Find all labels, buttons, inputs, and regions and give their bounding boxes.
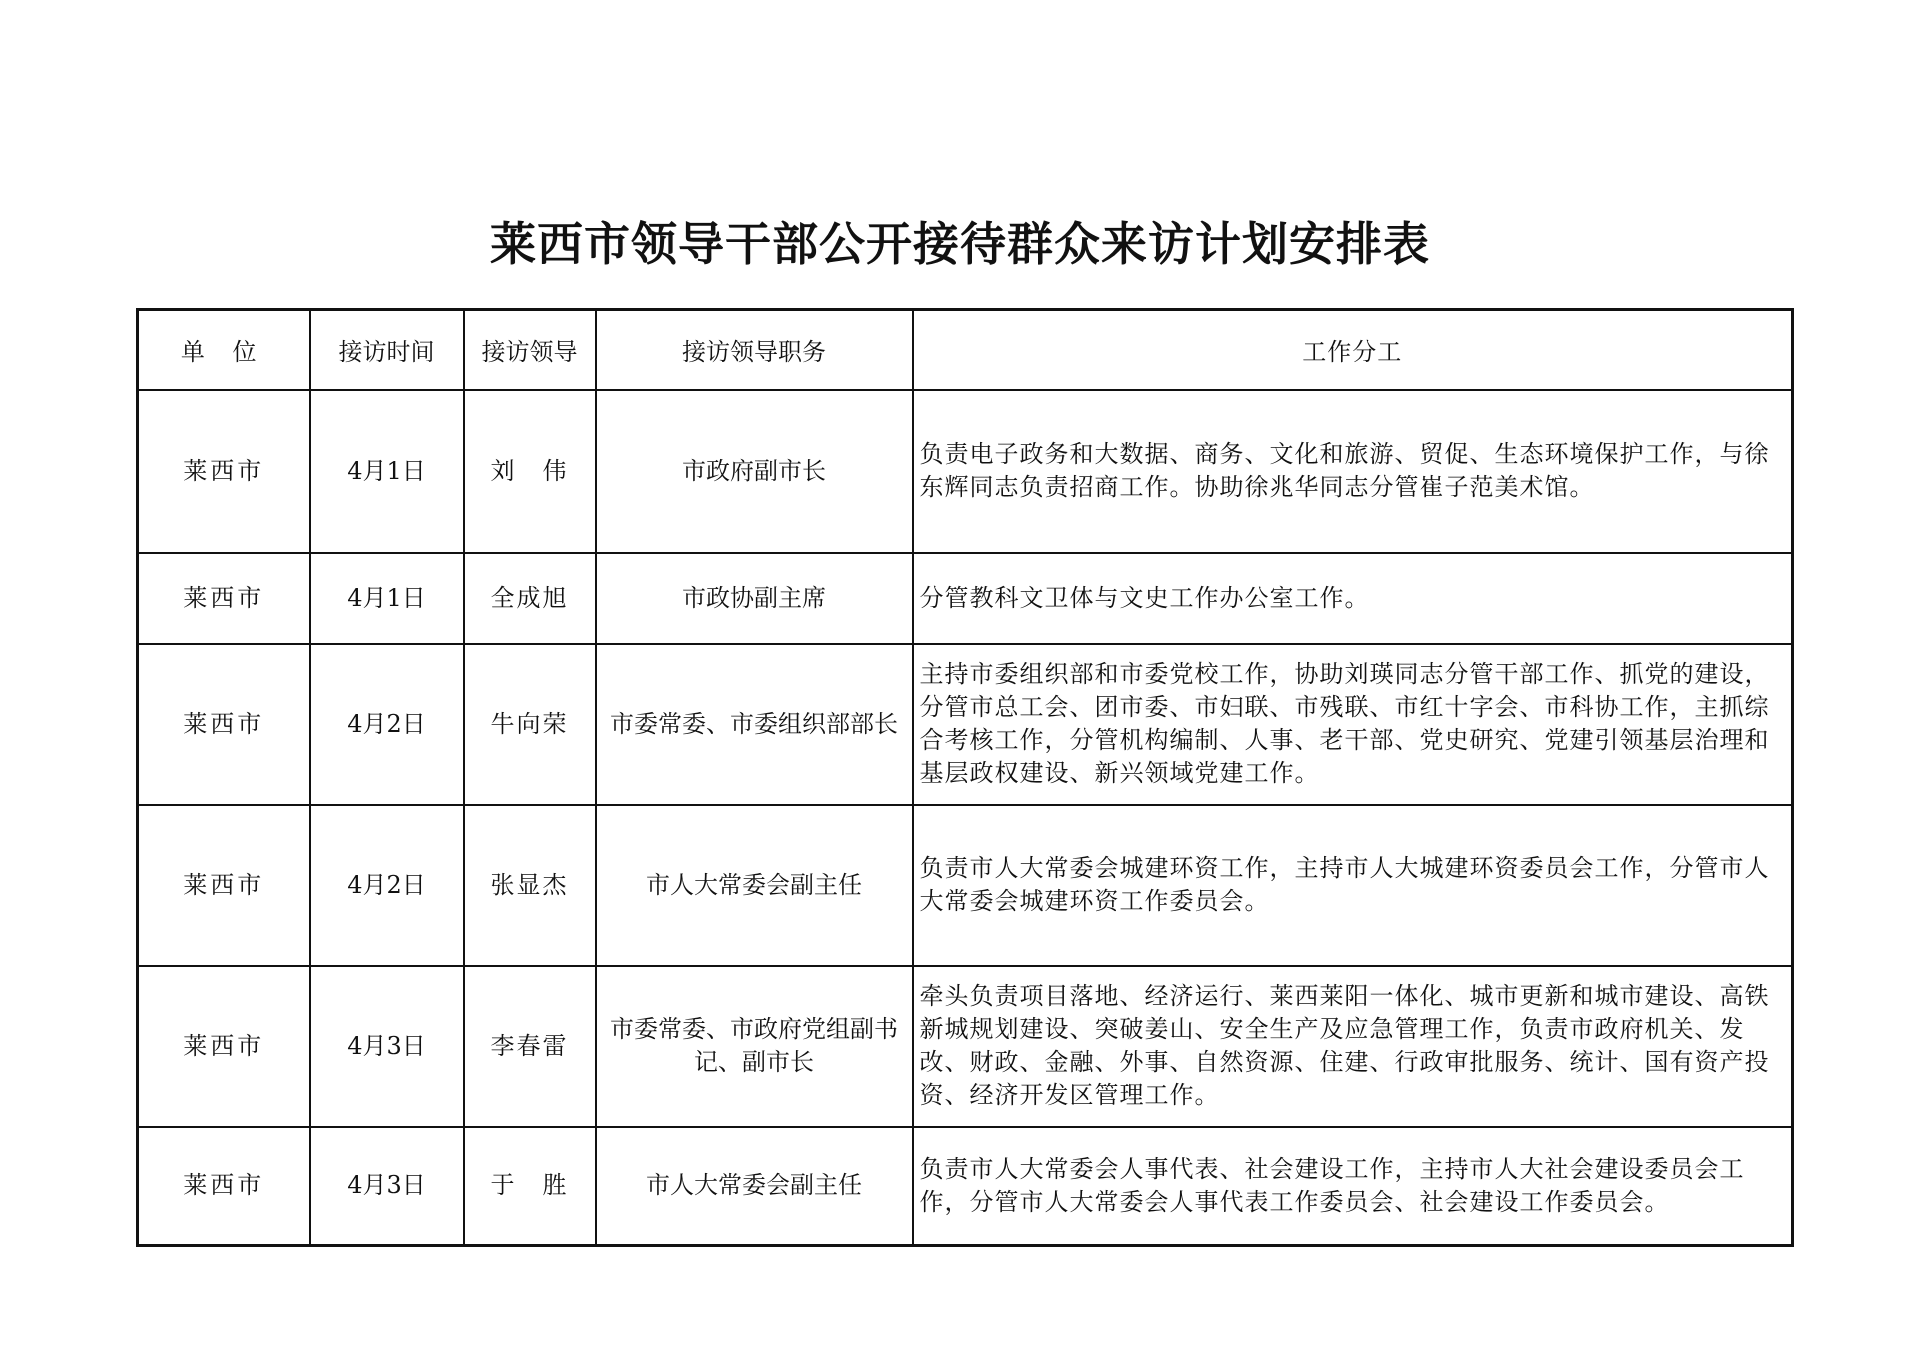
cell-position: 市人大常委会副主任 [596,1127,913,1246]
table-row [138,1127,1793,1246]
cell-duty: 负责电子政务和大数据、商务、文化和旅游、贸促、生态环境保护工作，与徐东辉同志负责招商工作。协助徐兆华同志分管崔子范美术馆。 [913,390,1793,553]
cell-position: 市委常委、市政府党组副书记、副市长 [596,966,913,1127]
cell-leader: 刘 伟 [464,390,596,553]
cell-date: 4月1日 [310,390,464,553]
table-header-row [138,310,1793,390]
cell-leader: 全成旭 [464,553,596,644]
cell-date: 4月3日 [310,966,464,1127]
cell-leader: 牛向荣 [464,644,596,805]
table-row [138,553,1793,644]
cell-duty: 负责市人大常委会人事代表、社会建设工作，主持市人大社会建设委员会工作，分管市人大常委会人事代表工作委员会、社会建设工作委员会。 [913,1127,1793,1246]
table-row [138,805,1793,966]
cell-unit: 莱西市 [138,644,310,805]
header-unit: 单 位 [138,310,310,390]
cell-unit: 莱西市 [138,390,310,553]
header-duty: 工作分工 [913,310,1793,390]
cell-position: 市政府副市长 [596,390,913,553]
schedule-table [136,308,1794,1247]
cell-position: 市政协副主席 [596,553,913,644]
cell-leader: 于 胜 [464,1127,596,1246]
table-row [138,644,1793,805]
cell-duty: 主持市委组织部和市委党校工作，协助刘瑛同志分管干部工作、抓党的建设，分管市总工会、团市委、市妇联、市残联、市红十字会、市科协工作，主抓综合考核工作，分管机构编制、人事、老干部、党史研究、党建引领基层治理和基层政权建设、新兴领域党建工作。 [913,644,1793,805]
cell-duty: 牵头负责项目落地、经济运行、莱西莱阳一体化、城市更新和城市建设、高铁新城规划建设、突破姜山、安全生产及应急管理工作，负责市政府机关、发改、财政、金融、外事、自然资源、住建、行政审批服务、统计、国有资产投资、经济开发区管理工作。 [913,966,1793,1127]
cell-unit: 莱西市 [138,805,310,966]
cell-leader: 李春雷 [464,966,596,1127]
page-title: 莱西市领导干部公开接待群众来访计划安排表 [490,217,1430,271]
header-leader: 接访领导 [464,310,596,390]
cell-position: 市人大常委会副主任 [596,805,913,966]
cell-date: 4月2日 [310,805,464,966]
cell-unit: 莱西市 [138,1127,310,1246]
cell-position: 市委常委、市委组织部部长 [596,644,913,805]
cell-leader: 张显杰 [464,805,596,966]
cell-date: 4月1日 [310,553,464,644]
table-row [138,390,1793,553]
table-row [138,966,1793,1127]
cell-date: 4月3日 [310,1127,464,1246]
cell-duty: 分管教科文卫体与文史工作办公室工作。 [913,553,1793,644]
header-date: 接访时间 [310,310,464,390]
cell-unit: 莱西市 [138,553,310,644]
cell-unit: 莱西市 [138,966,310,1127]
cell-duty: 负责市人大常委会城建环资工作，主持市人大城建环资委员会工作，分管市人大常委会城建环资工作委员会。 [913,805,1793,966]
header-position: 接访领导职务 [596,310,913,390]
cell-date: 4月2日 [310,644,464,805]
